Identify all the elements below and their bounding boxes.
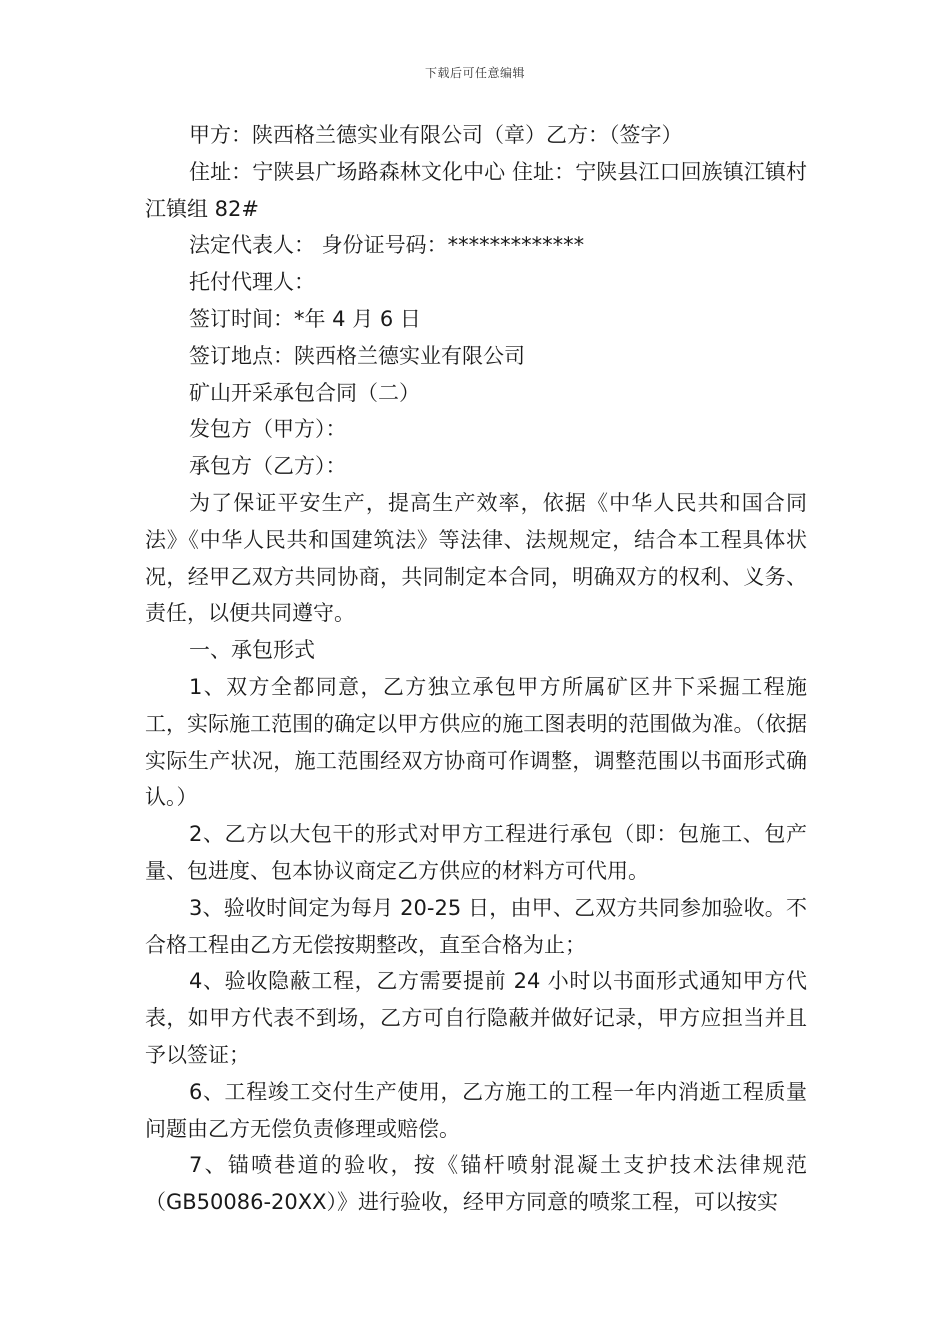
legal-rep-line: 法定代表人： 身份证号码：*************	[189, 233, 585, 258]
section-heading-1: 一、承包形式	[189, 638, 315, 663]
clause-1: 1、双方全都同意，乙方独立承包甲方所属矿区井下采掘工程施工，实际施工范围的确定以甲方供应的施工图表明的范围做为准。（依据实际生产状况，施工范围经双方协商可作调整，调整范围以书面形式确认。）	[145, 674, 807, 810]
employer-line: 发包方（甲方）：	[189, 417, 347, 442]
signing-date-line: 签订时间：*年 4 月 6 日	[189, 306, 421, 331]
signing-place-line: 签订地点：陕西格兰德实业有限公司	[189, 343, 525, 368]
contractor-line: 承包方（乙方）：	[189, 454, 347, 479]
party-a-line: 甲方：陕西格兰德实业有限公司（章）乙方：（签字）	[189, 123, 683, 147]
clause-7: 7、锚喷巷道的验收，按《锚杆喷射混凝土支护技术法律规范（GB50086-20XX）》进行验收，经甲方同意的喷浆工程，可以按实	[145, 1153, 807, 1215]
address-line: 住址：宁陕县广场路森林文化中心 住址：宁陕县江口回族镇江镇村江镇组 82#	[145, 159, 807, 221]
clause-2: 2、乙方以大包干的形式对甲方工程进行承包（即：包施工、包产量、包进度、包本协议商定乙方供应的材料方可代用。	[145, 822, 807, 883]
clause-4: 4、验收隐蔽工程，乙方需要提前 24 小时以书面形式通知甲方代表，如甲方代表不到场，乙方可自行隐蔽并做好记录，甲方应担当并且予以签证；	[145, 969, 807, 1067]
document-body	[145, 117, 807, 1221]
clause-6: 6、工程竣工交付生产使用，乙方施工的工程一年内消逝工程质量问题由乙方无偿负责修理或赔偿。	[145, 1079, 807, 1141]
agent-line: 托付代理人：	[189, 270, 315, 295]
contract-title: 矿山开采承包合同（二）	[189, 380, 420, 405]
clause-3: 3、验收时间定为每月 20-25 日，由甲、乙双方共同参加验收。不合格工程由乙方无偿按期整改，直至合格为止；	[145, 895, 807, 957]
header-note: 下载后可任意编辑	[424, 66, 525, 80]
preamble-paragraph: 为了保证平安生产，提高生产效率，依据《中华人民共和国合同法》《中华人民共和国建筑法》等法律、法规规定，结合本工程具体状况，经甲乙双方共同协商，共同制定本合同，明确双方的权利、义务、责任，以便共同遵守。	[145, 490, 807, 626]
